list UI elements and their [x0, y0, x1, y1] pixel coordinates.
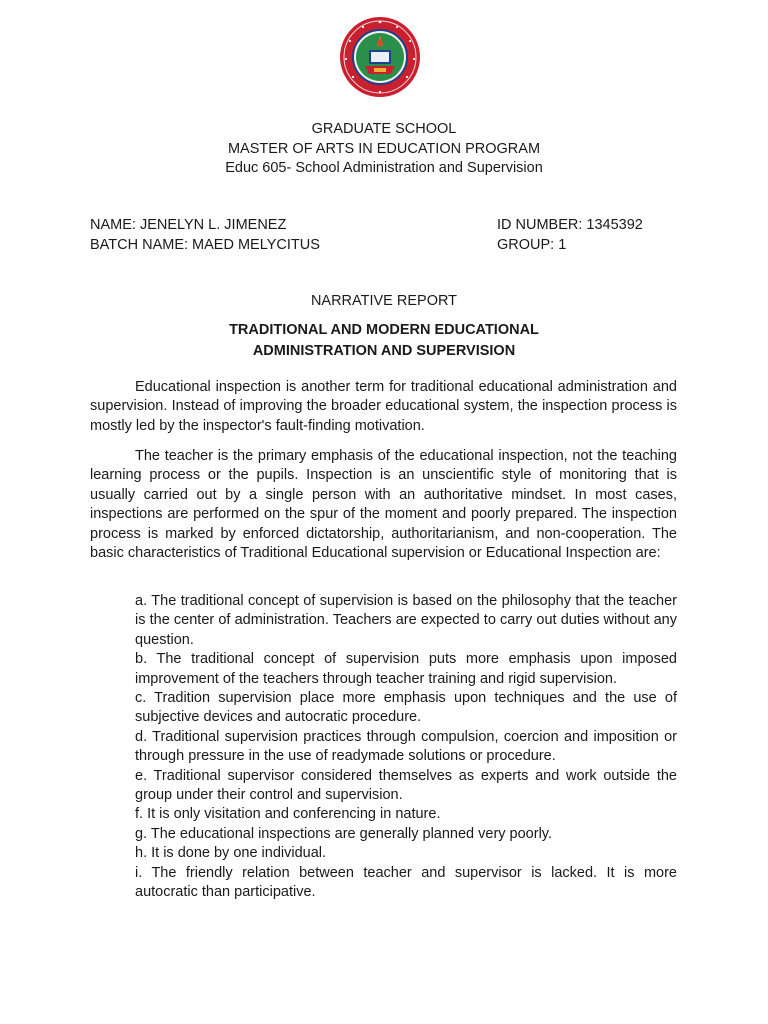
school-name: GRADUATE SCHOOL	[311, 121, 457, 137]
title-line-1: TRADITIONAL AND MODERN EDUCATIONAL	[229, 322, 539, 338]
list-item: f. It is only visitation and conferencing in nature.	[135, 806, 441, 823]
list-item: e. Traditional supervisor considered themselves as experts and work outside the group under their control and supervision.	[135, 767, 677, 804]
list-item: d. Traditional supervision practices through compulsion, coercion and imposition or through pressure in the use of readymade solutions or procedure.	[135, 728, 677, 765]
report-type: NARRATIVE REPORT	[310, 293, 458, 309]
characteristics-list	[135, 592, 677, 903]
student-name: NAME: JENELYN L. JIMENEZ	[90, 217, 287, 233]
course-name: Educ 605- School Administration and Supervision	[225, 160, 543, 176]
list-item: g. The educational inspections are generally planned very poorly.	[135, 825, 553, 842]
university-seal-logo	[339, 16, 421, 98]
group-number: GROUP: 1	[497, 236, 567, 253]
list-item: i. The friendly relation between teacher and supervisor is lacked. It is more autocratic than participative.	[135, 864, 677, 901]
list-item: b. The traditional concept of supervision puts more emphasis upon imposed improvement of the teachers through teacher training and rigid supervision.	[135, 651, 677, 687]
student-info-left	[90, 216, 320, 255]
report-title	[0, 320, 768, 361]
list-item: h. It is done by one individual.	[135, 845, 327, 862]
id-number: ID NUMBER: 1345392	[497, 217, 643, 233]
batch-name: BATCH NAME: MAED MELYCITUS	[90, 236, 320, 253]
list-item: a. The traditional concept of supervision is based on the philosophy that the teacher is the center of administration. Teachers are expected to carry out duties without any question.	[135, 593, 677, 648]
list-item: c. Tradition supervision place more emphasis upon techniques and the use of subjective devices and autocratic procedure.	[135, 690, 677, 726]
title-line-2: ADMINISTRATION AND SUPERVISION	[252, 342, 516, 359]
document-header	[0, 120, 768, 179]
seal-icon	[339, 16, 421, 98]
student-info-right	[497, 216, 643, 255]
paragraph-teacher-emphasis: The teacher is the primary emphasis of the educational inspection, not the teaching learning process or the pupils. Inspection is an unscientific style of monitoring that is usually carried out by a single person with an authoritative mindset. In most cases, inspections are performed on the spur of the moment and poorly prepared. The inspection process is marked by enforced dictatorship, authoritarianism, and non-cooperation. The basic characteristics of Traditional Educational supervision or Educational Inspection are:	[90, 448, 677, 562]
paragraph-intro: Educational inspection is another term for traditional educational administration and supervision. Instead of improving the broader educational system, the inspection process is mostly led by the inspector's fault-finding motivation.	[90, 379, 677, 434]
program-name: MASTER OF ARTS IN EDUCATION PROGRAM	[227, 140, 541, 157]
